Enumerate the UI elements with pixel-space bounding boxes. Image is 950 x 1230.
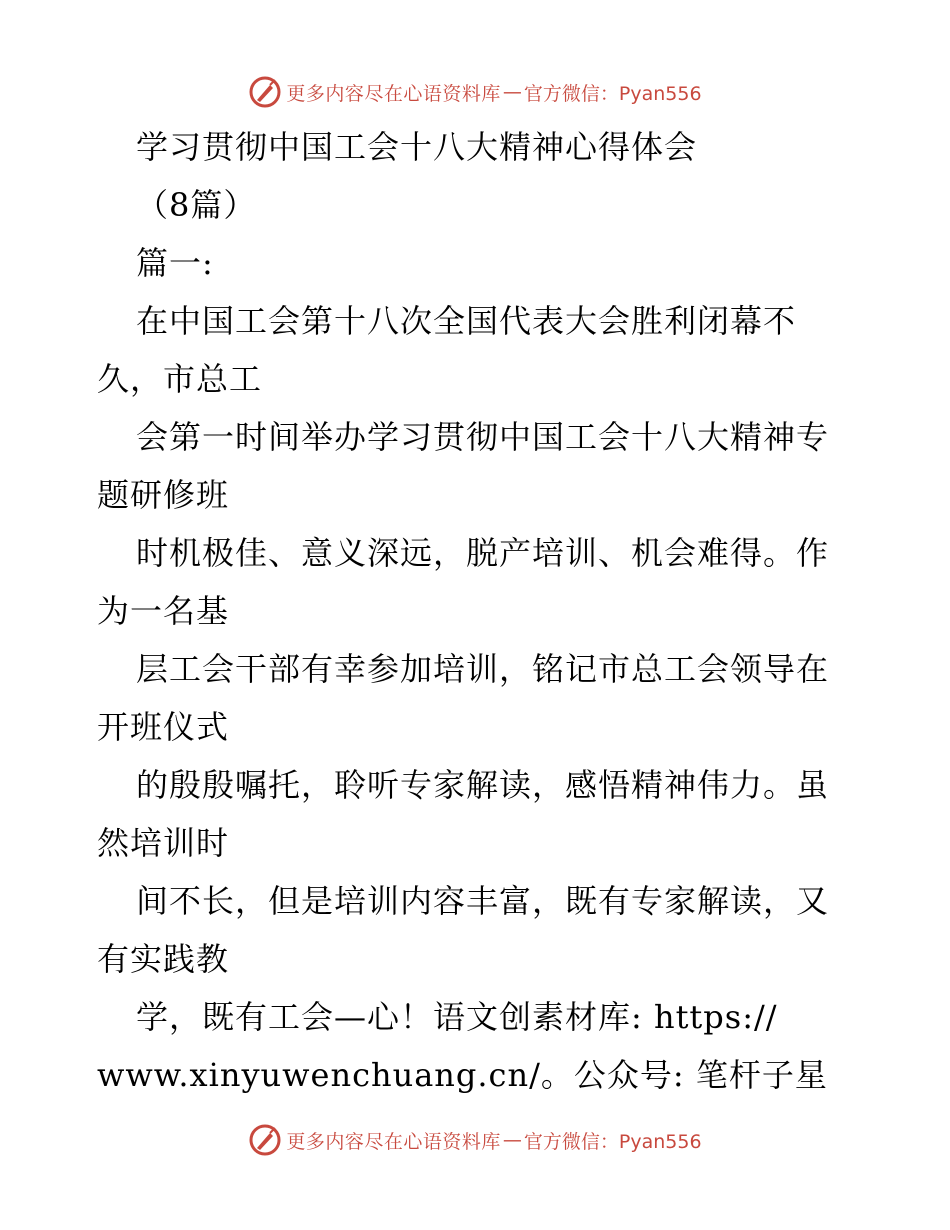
paragraph-line: 题研修班 xyxy=(97,476,230,514)
paragraph-line: 学，既有工会—心！语文创素材库: https:// xyxy=(136,998,778,1036)
paragraph-line: 在中国工会第十八次全国代表大会胜利闭幕不 xyxy=(136,302,797,340)
paragraph-line: 的殷殷嘱托，聆听专家解读，感悟精神伟力。虽 xyxy=(136,766,830,804)
quill-logo-icon xyxy=(248,75,282,109)
paragraph-line: 时机极佳、意义深远，脱产培训、机会难得。作 xyxy=(136,534,830,572)
paragraph-line: 层工会干部有幸参加培训，铭记市总工会领导在 xyxy=(136,650,830,688)
watermark-wechat: 官方微信：Pyan556 xyxy=(523,1130,702,1153)
watermark-text: 更多内容尽在心语资料库 xyxy=(286,82,501,105)
watermark-wechat: 官方微信：Pyan556 xyxy=(523,82,702,105)
document-subtitle: （8篇） xyxy=(136,186,257,224)
section-heading: 篇一: xyxy=(136,244,214,282)
paragraph-line: 有实践教 xyxy=(97,940,230,978)
paragraph-line: 然培训时 xyxy=(97,824,230,862)
watermark-separator: — xyxy=(502,81,522,103)
watermark-text: 更多内容尽在心语资料库 xyxy=(286,1130,501,1153)
paragraph-line: 间不长，但是培训内容丰富，既有专家解读，又 xyxy=(136,882,830,920)
document-title: 学习贯彻中国工会十八大精神心得体会 xyxy=(136,128,698,166)
paragraph-line: 久，市总工 xyxy=(97,360,263,398)
watermark-separator: — xyxy=(502,1129,522,1151)
document-body xyxy=(97,118,857,1104)
quill-logo-icon xyxy=(248,1123,282,1157)
paragraph-line: 开班仪式 xyxy=(97,708,230,746)
paragraph-line: 为一名基 xyxy=(97,592,230,630)
paragraph-line: www.xinyuwenchuang.cn/。公众号: 笔杆子星 xyxy=(97,1056,828,1094)
footer-watermark xyxy=(0,1120,950,1160)
header-watermark xyxy=(0,72,950,112)
paragraph-line: 会第一时间举办学习贯彻中国工会十八大精神专 xyxy=(136,418,830,456)
